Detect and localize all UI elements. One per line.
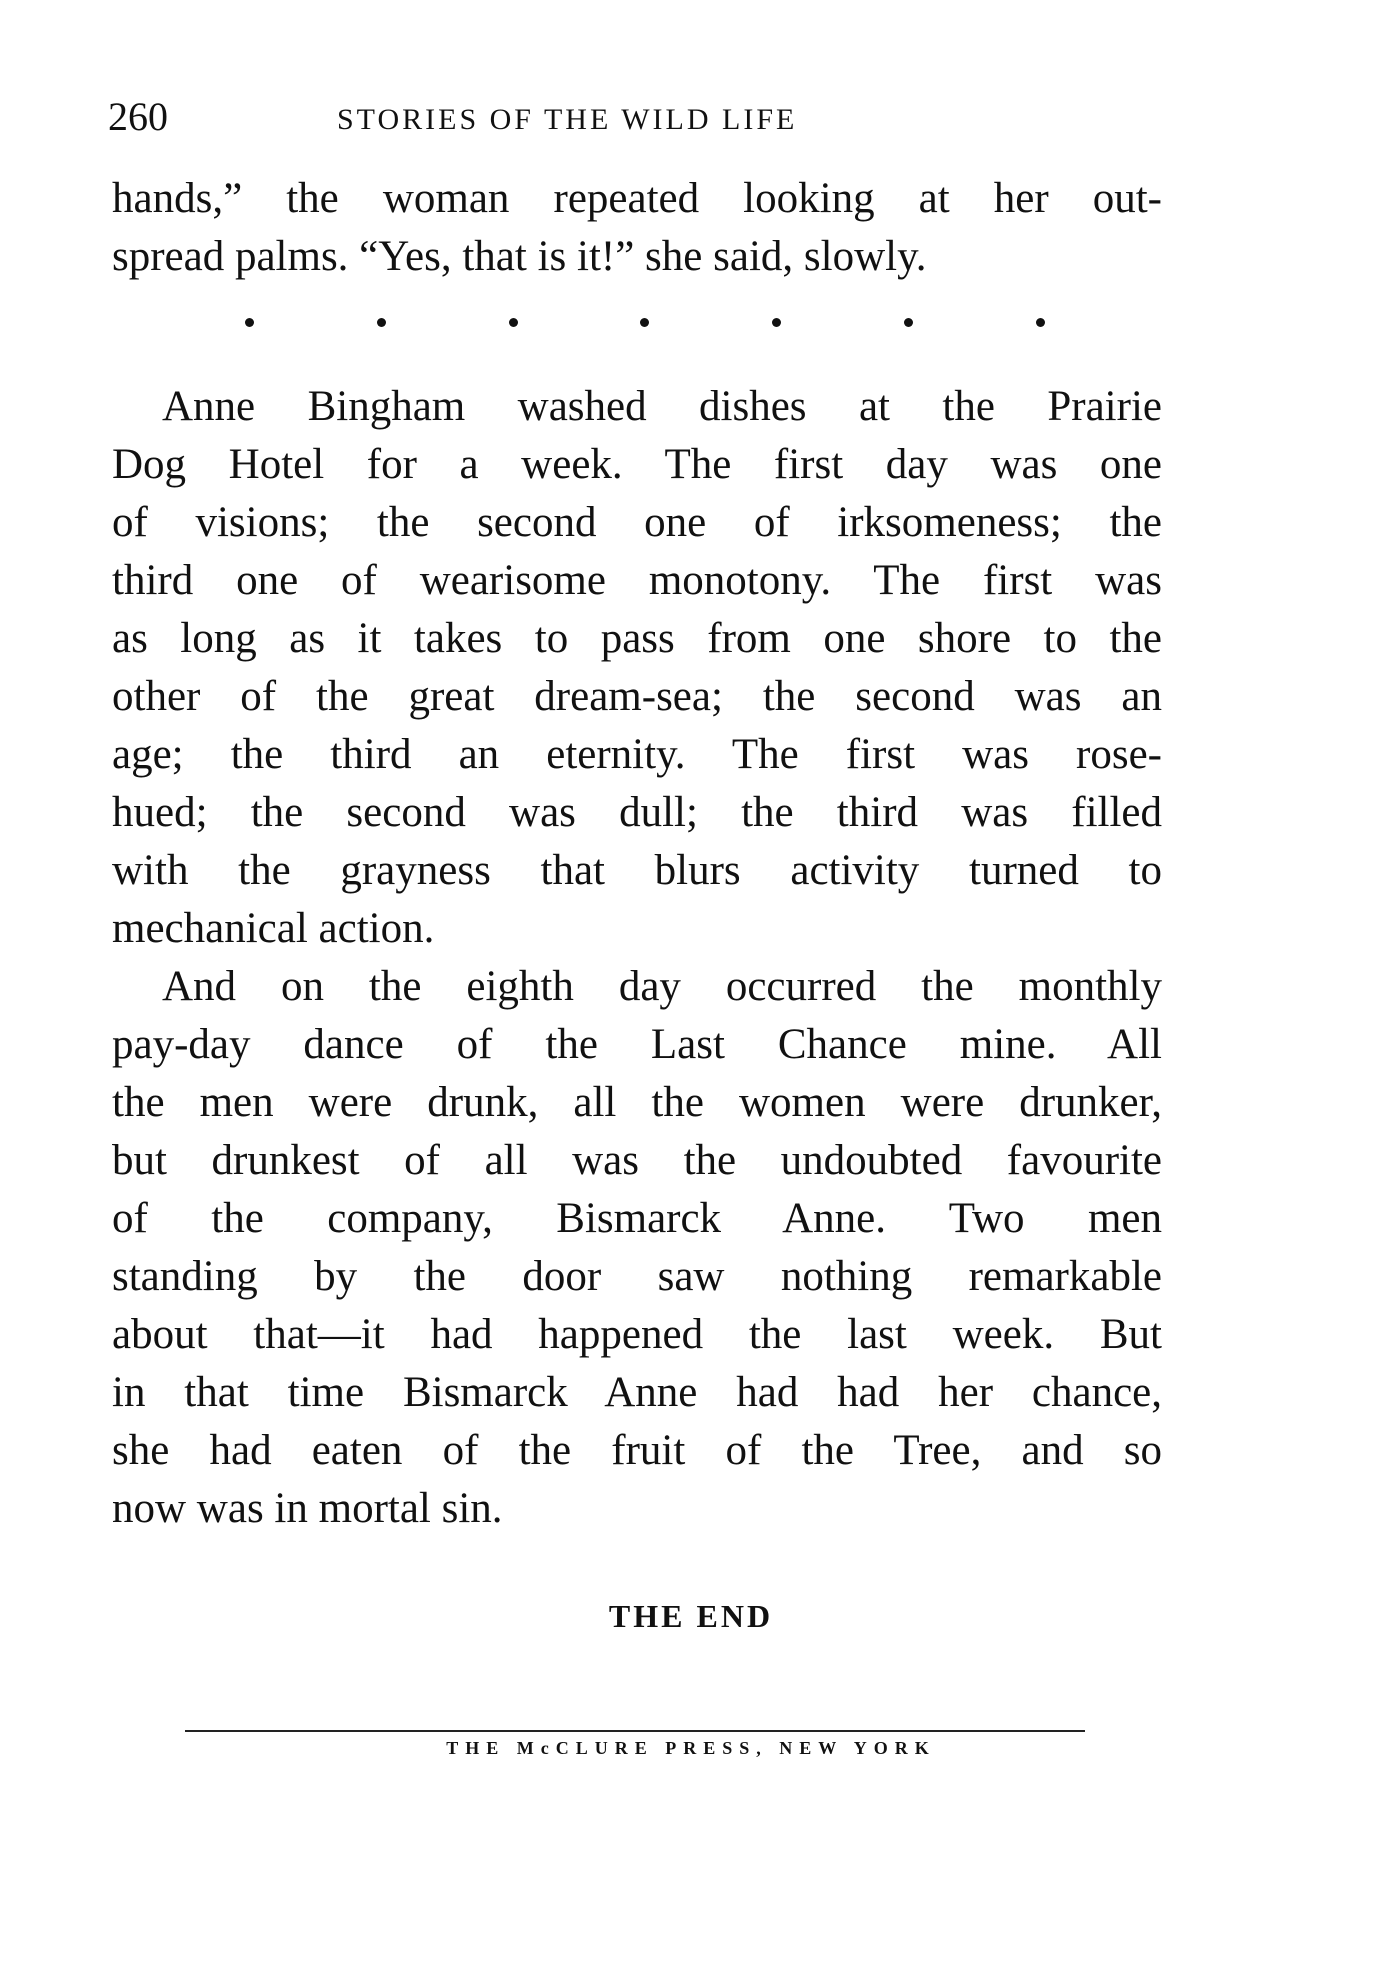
text-line: Anne Bingham washed dishes at the Prairie: [162, 383, 1162, 430]
running-title: STORIES OF THE WILD LIFE: [337, 103, 798, 136]
text-line: hued; the second was dull; the third was filled: [112, 789, 1162, 836]
text-line: of the company, Bismarck Anne. Two men: [112, 1195, 1162, 1242]
text-line: And on the eighth day occurred the monthly: [162, 963, 1162, 1010]
text-line: of visions; the second one of irksomeness; the: [112, 499, 1162, 546]
the-end-label: THE END: [608, 1598, 774, 1634]
text-line: mechanical action.: [112, 905, 435, 952]
ornament-dot: [377, 318, 386, 327]
ornament-dot: [245, 318, 254, 327]
page-header: [108, 92, 1168, 152]
ornament-dot: [640, 318, 649, 327]
section-break-space: [112, 286, 1162, 378]
text-line: about that—it had happened the last week. But: [112, 1311, 1162, 1358]
footer-rule: [185, 1730, 1085, 1732]
text-line: age; the third an eternity. The first was rose-: [112, 731, 1162, 778]
text-line: she had eaten of the fruit of the Tree, and so: [112, 1427, 1162, 1474]
text-line: as long as it takes to pass from one shore to the: [112, 615, 1162, 662]
text-line: the men were drunk, all the women were drunker,: [112, 1079, 1162, 1126]
ornament-dot: [509, 318, 518, 327]
page-number: 260: [108, 94, 168, 139]
text-line: other of the great dream-sea; the second was an: [112, 673, 1162, 720]
text-line: standing by the door saw nothing remarkable: [112, 1253, 1162, 1300]
text-line: in that time Bismarck Anne had had her chance,: [112, 1369, 1162, 1416]
ornament-dot: [904, 318, 913, 327]
text-line: Dog Hotel for a week. The first day was one: [112, 441, 1162, 488]
body-text: [112, 170, 1162, 1538]
section-break-dots: [245, 318, 1045, 327]
text-line: pay-day dance of the Last Chance mine. All: [112, 1021, 1162, 1068]
ornament-dot: [1036, 318, 1045, 327]
ornament-dot: [772, 318, 781, 327]
text-line: with the grayness that blurs activity turned to: [112, 847, 1162, 894]
text-line: but drunkest of all was the undoubted favourite: [112, 1137, 1162, 1184]
text-line: third one of wearisome monotony. The first was: [112, 557, 1162, 604]
text-line: now was in mortal sin.: [112, 1485, 503, 1532]
printer-imprint: THE McCLURE PRESS, NEW YORK: [446, 1738, 936, 1758]
text-line: hands,” the woman repeated looking at her out-: [112, 175, 1162, 222]
text-line: spread palms. “Yes, that is it!” she said, slowly.: [112, 233, 927, 280]
